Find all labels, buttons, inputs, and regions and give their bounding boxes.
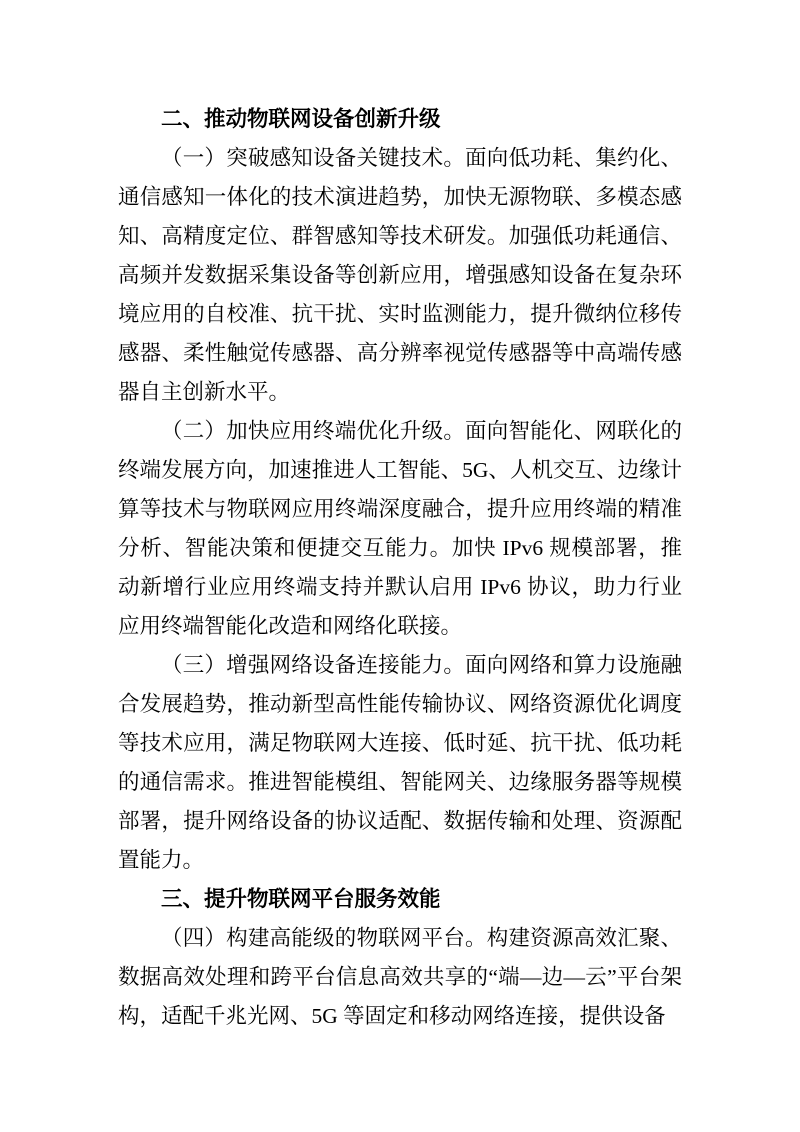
section-heading-2: 二、推动物联网设备创新升级: [161, 107, 441, 131]
paragraph-4: （四）构建高能级的物联网平台。构建资源高效汇聚、数据高效处理和跨平台信息高效共享的“端—边—云”平台架构，适配千兆光网、5G 等固定和移动网络连接，提供设备: [118, 926, 682, 1028]
paragraph-3: （三）增强网络设备连接能力。面向网络和算力设施融合发展趋势，推动新型高性能传输协议、网络资源优化调度等技术应用，满足物联网大连接、低时延、抗干扰、低功耗的通信需求。推进智能模组、智能网关、边缘服务器等规模部署，提升网络设备的协议适配、数据传输和处理、资源配置能力。: [118, 653, 682, 872]
section-heading-3: 三、提升物联网平台服务效能: [161, 887, 441, 911]
paragraph-1: （一）突破感知设备关键技术。面向低功耗、集约化、通信感知一体化的技术演进趋势，加快无源物联、多模态感知、高精度定位、群智感知等技术研发。加强低功耗通信、高频并发数据采集设备等创新应用，增强感知设备在复杂环境应用的自校准、抗干扰、实时监测能力，提升微纳位移传感器、柔性触觉传感器、高分辨率视觉传感器等中高端传感器自主创新水平。: [118, 146, 682, 404]
document-text-block: [118, 100, 682, 1036]
paragraph-2: （二）加快应用终端优化升级。面向智能化、网联化的终端发展方向，加速推进人工智能、5G、人机交互、边缘计算等技术与物联网应用终端深度融合，提升应用终端的精准分析、智能决策和便捷交互能力。加快 IPv6 规模部署，推动新增行业应用终端支持并默认启用 IPv6 协议，助力行业应用终端智能化改造和网络化联接。: [118, 419, 682, 638]
